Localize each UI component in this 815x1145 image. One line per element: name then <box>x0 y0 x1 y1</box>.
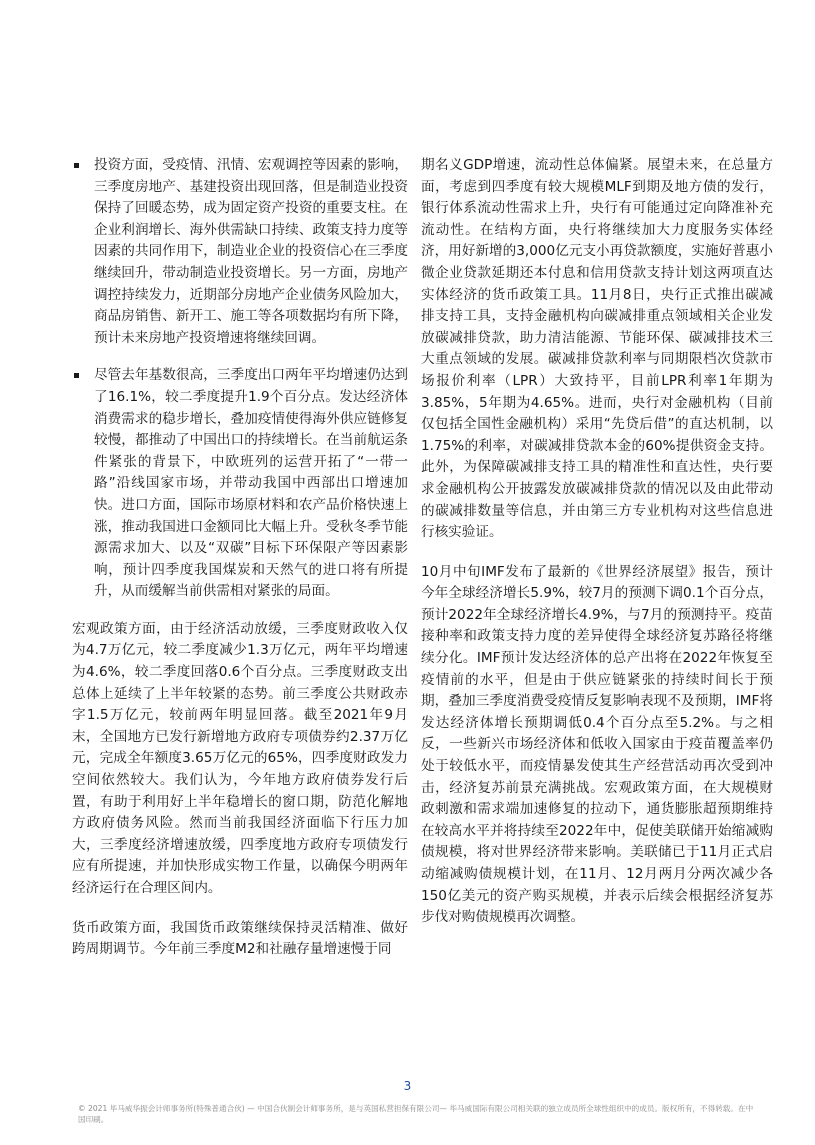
paragraph-monetary-policy: 货币政策方面，我国货币政策继续保持灵活精准、做好跨周期调节。今年前三季度M2和社融存量增速慢于同 <box>72 919 408 958</box>
footer-copyright: © 2021 毕马威华振会计师事务所(特殊普通合伙) — 中国合伙制会计师事务所，是与英国私营担保有限公司— 毕马威国际有限公司相关联的独立成员所全球性组织中的成员。版权所有，不得转载。在中国印刷。 <box>78 1104 754 1124</box>
bullet-trade <box>72 365 408 603</box>
left-column <box>72 155 408 979</box>
bullet-investment <box>72 155 408 349</box>
square-bullet-icon <box>74 373 79 378</box>
right-column <box>421 155 773 947</box>
bullet-text: 尽管去年基数很高，三季度出口两年平均增速仍达到了16.1%，较二季度提升1.9个百分点。发达经济体消费需求的稳步增长，叠加疫情使得海外供应链修复较慢，都推动了中国出口的持续增长。在当前航运条件紧张的背景下，中欧班列的运营开拓了“一带一路”沿线国家市场，并带动我国中西部出口增速加快。进口方面，国际市场原材料和农产品价格快速上涨，推动我国进口金额同比大幅上升。受秋冬季节能源需求加大、以及“双碳”目标下环保限产等因素影响，预计四季度我国煤炭和天然气的进口将有所提升，从而缓解当前供需相对紧张的局面。 <box>94 367 408 600</box>
page-number: 3 <box>403 1079 412 1093</box>
paragraph-fiscal-policy: 宏观政策方面，由于经济活动放缓，三季度财政收入仅为4.7万亿元，较二季度减少1.3万亿元，两年平均增速为4.6%，较二季度回落0.6个百分点。三季度财政支出总体上延续了上半年较紧的态势。前三季度公共财政赤字1.5万亿元，较前两年明显回落。截至2021年9月末，全国地方已发行新增地方政府专项债券约2.37万亿元，完成全年额度3.65万亿元的65%，四季度财政发力空间依然较大。我们认为，今年地方政府债券发行后置，有助于利用好上半年稳增长的窗口期，防范化解地方政府债务风险。然而当前我国经济面临下行压力加大，三季度经济增速放缓，四季度地方政府专项债发行应有所提速，并加快形成实物工作量，以确保今明两年经济运行在合理区间内。 <box>72 620 408 896</box>
paragraph-imf-outlook: 10月中旬IMF发布了最新的《世界经济展望》报告，预计今年全球经济增长5.9%，较7月的预测下调0.1个百分点，预计2022年全球经济增长4.9%，与7月的预测持平。疫苗接种率和政策支持力度的差异使得全球经济复苏路径将继续分化。IMF预计发达经济体的总产出将在2022年恢复至疫情前的水平，但是由于供应链紧张的持续时间长于预期，叠加三季度消费受疫情反复影响表现不及预期，IMF将发达经济体增长预期调低0.4个百分点至5.2%。与之相反，一些新兴市场经济体和低收入国家由于疫苗覆盖率仍处于较低水平，而疫情暴发使其生产经营活动再次受到冲击，经济复苏前景充满挑战。宏观政策方面，在大规模财政刺激和需求端加速修复的拉动下，通货膨胀超预期维持在较高水平并将持续至2022年中，促使美联储开始缩减购债规模，将对世界经济带来影响。美联储已于11月正式启动缩减购债规模计划，在11月、12月两月分两次减少各150亿美元的资产购买规模，并表示后续会根据经济复苏步伐对购债规模再次调整。 <box>421 563 773 926</box>
square-bullet-icon <box>74 163 79 168</box>
paragraph-monetary-outlook: 期名义GDP增速，流动性总体偏紧。展望未来，在总量方面，考虑到四季度有较大规模MLF到期及地方债的发行，银行体系流动性需求上升，央行有可能通过定向降准补充流动性。在结构方面，央行将继续加大力度服务实体经济，用好新增的3,000亿元支小再贷款额度，实施好普惠小微企业贷款延期还本付息和信用贷款支持计划这两项直达实体经济的货币政策工具。11月8日，央行正式推出碳减排支持工具，支持金融机构向碳减排重点领域相关企业发放碳减排贷款，助力清洁能源、节能环保、碳减排技术三大重点领域的发展。碳减排贷款利率与同期限档次贷款市场报价利率（LPR）大致持平，目前LPR利率1年期为3.85%，5年期为4.65%。进而，央行对金融机构（目前仅包括全国性金融机构）采用“先贷后借”的直达机制，以1.75%的利率，对碳减排贷款本金的60%提供资金支持。此外，为保障碳减排支持工具的精准性和直达性，央行要求金融机构公开披露发放碳减排贷款的情况以及由此带动的碳减排数量等信息，并由第三方专业机构对这些信息进行核实验证。 <box>421 157 773 541</box>
bullet-text: 投资方面，受疫情、汛情、宏观调控等因素的影响，三季度房地产、基建投资出现回落，但是制造业投资保持了回暖态势，成为固定资产投资的重要支柱。在企业利润增长、海外供需缺口持续、政策支持力度等因素的共同作用下，制造业企业的投资信心在三季度继续回升，带动制造业投资增长。另一方面，房地产调控持续发力，近期部分房地产企业债务风险加大，商品房销售、新开工、施工等各项数据均有所下降，预计未来房地产投资增速将继续回调。 <box>94 157 408 346</box>
